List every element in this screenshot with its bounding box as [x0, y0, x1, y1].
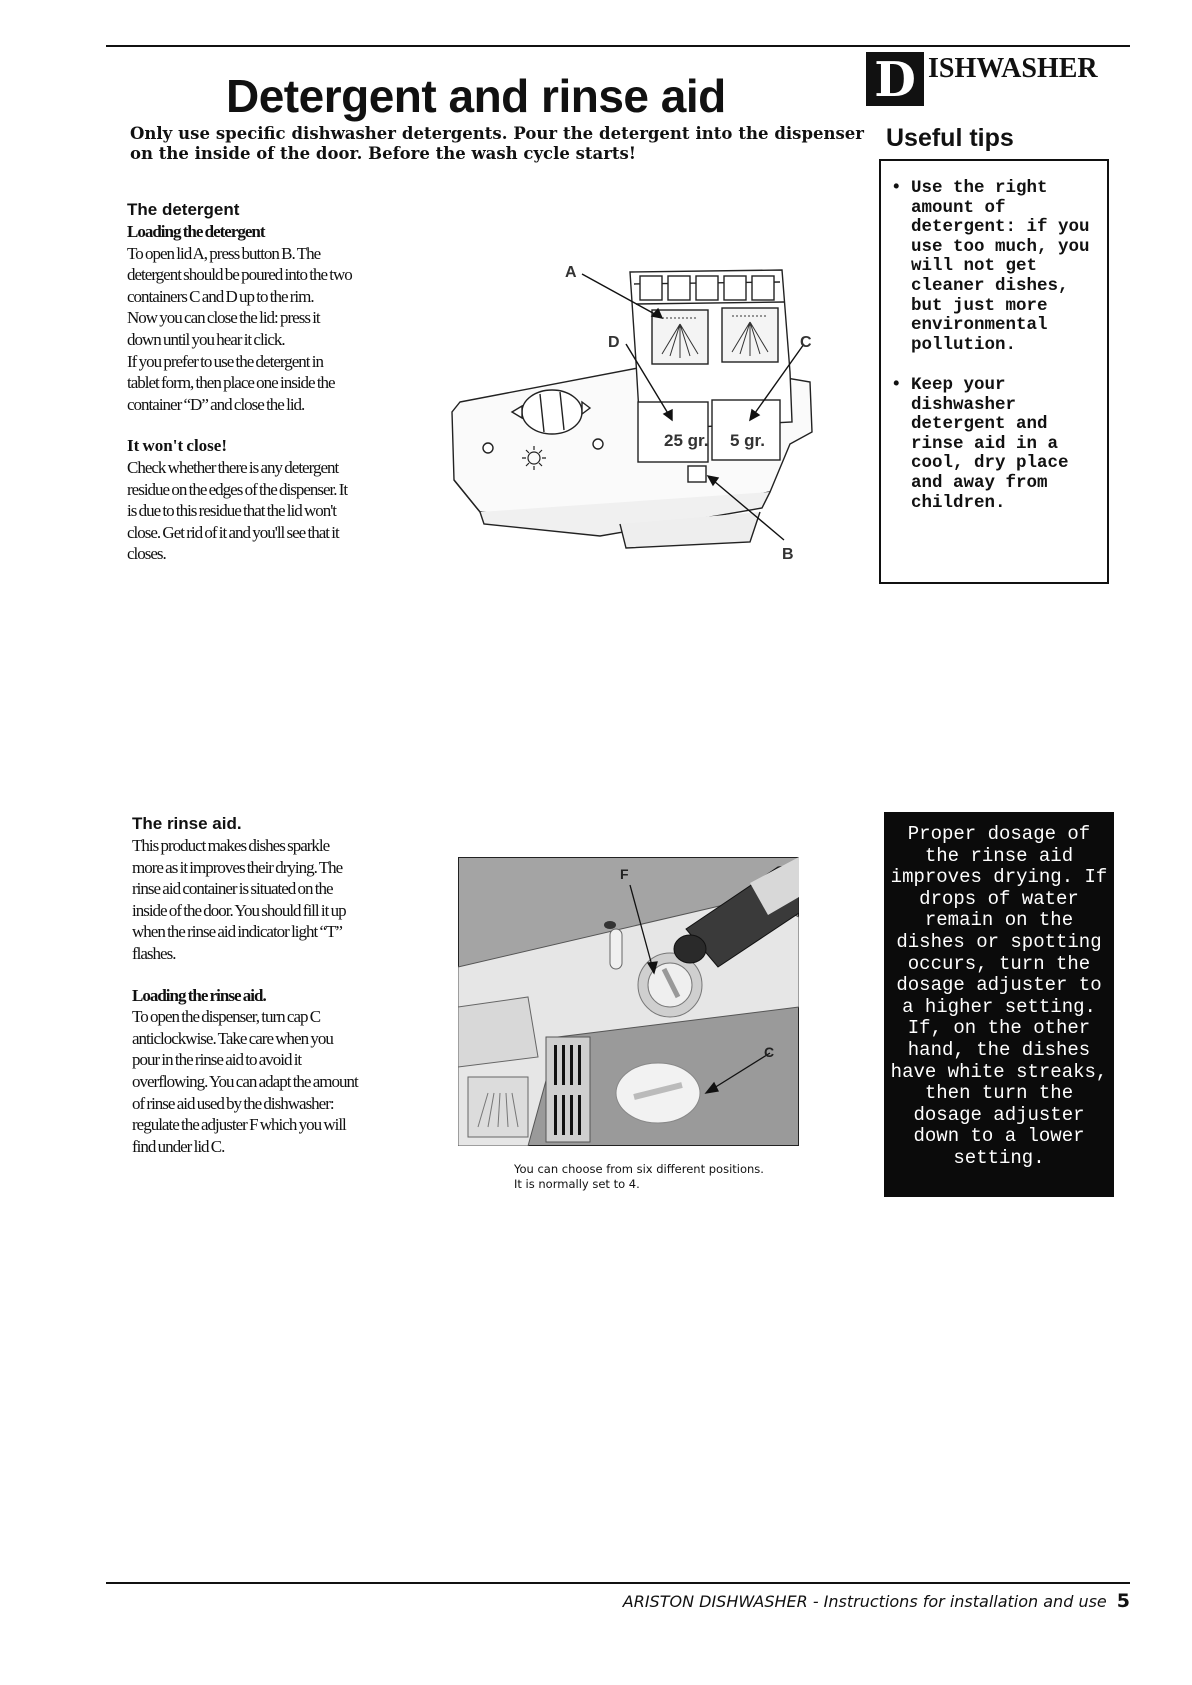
bullet-icon: •	[891, 178, 902, 198]
detergent-section	[127, 199, 355, 565]
label-a: A	[565, 264, 577, 281]
brand-initial: D	[866, 52, 924, 106]
loading-rinse-aid-heading: Loading the rinse aid.	[132, 985, 266, 1005]
figure-caption	[514, 1162, 834, 1192]
dosage-note-box: Proper dosage of the rinse aid improves drying. If drops of water remain on the dishes or spotting occurs, turn the dosage adjuster to a higher setting. If, on the other hand, the dishes have white streaks, then turn the dosage adjuster down to a lower setting.	[884, 812, 1114, 1197]
marking-25gr: 25 gr.	[664, 431, 709, 450]
brand-word: ISHWASHER	[928, 53, 1098, 84]
top-rule	[106, 45, 1130, 47]
rinse-aid-dispenser-photo	[458, 857, 799, 1146]
rinse-aid-intro-text: This product makes dishes sparkle more as it improves their drying. The rinse aid container is situated on the inside of the door. You should fill it up when the rinse aid indicator light “T” flashes.	[132, 836, 346, 963]
close-lid-text: Now you can close the lid: press it down until you hear it click.	[127, 308, 320, 349]
detergent-heading: The detergent	[127, 200, 240, 219]
loading-detergent-heading: Loading the detergent	[127, 222, 265, 241]
label-b: B	[782, 546, 794, 562]
page-number: 5	[1116, 1590, 1130, 1612]
label-f: F	[620, 866, 629, 882]
label-c: C	[800, 334, 812, 351]
loading-detergent-text: To open lid A, press button B. The detergent should be poured into the two containers C and D up to the rim.	[127, 243, 352, 306]
rinse-aid-section	[132, 813, 360, 1157]
useful-tips-heading: Useful tips	[886, 124, 1014, 152]
tip-text: Keep your dishwasher detergent and rinse aid in a cool, dry place and away from children.	[911, 375, 1069, 513]
bullet-icon: •	[891, 375, 902, 395]
footer-text: ARISTON DISHWASHER - Instructions for installation and use	[622, 1592, 1107, 1611]
intro-paragraph: Only use specific dishwasher detergents. Pour the detergent into the dispenser on the inside of the door. Before the wash cycle starts!	[130, 124, 864, 163]
tip-item	[891, 179, 1105, 355]
caption-line: It is normally set to 4.	[514, 1177, 640, 1191]
caption-line: You can choose from six different positions.	[514, 1162, 764, 1176]
label-c: C	[764, 1044, 775, 1060]
wont-close-heading: It won't close!	[127, 436, 227, 456]
rinse-aid-heading: The rinse aid.	[132, 814, 242, 833]
useful-tips-box	[879, 159, 1109, 584]
page-title: Detergent and rinse aid	[226, 70, 726, 122]
bottom-rule	[106, 1582, 1130, 1584]
loading-rinse-aid-text: To open the dispenser, turn cap C anticlockwise. Take care when you pour in the rinse aid to avoid it overflowing. You can adapt the amount of rinse aid used by the dishwasher: regulate the adjuster F which you will find under lid C.	[132, 1007, 358, 1156]
label-d: D	[608, 334, 620, 351]
tablet-text: If you prefer to use the detergent in tablet form, then place one inside the container “D” and close the lid.	[127, 351, 335, 414]
marking-5gr: 5 gr.	[730, 431, 765, 450]
tip-item	[891, 376, 1105, 513]
detergent-dispenser-illustration	[440, 262, 820, 562]
page-footer	[623, 1590, 1130, 1612]
tip-text: Use the right amount of detergent: if you use too much, you will not get cleaner dishes, but just more environmental pollution.	[911, 178, 1090, 355]
wont-close-text: Check whether there is any detergent residue on the edges of the dispenser. It is due to this residue that the lid won't close. Get rid of it and you'll see that it closes.	[127, 457, 348, 564]
